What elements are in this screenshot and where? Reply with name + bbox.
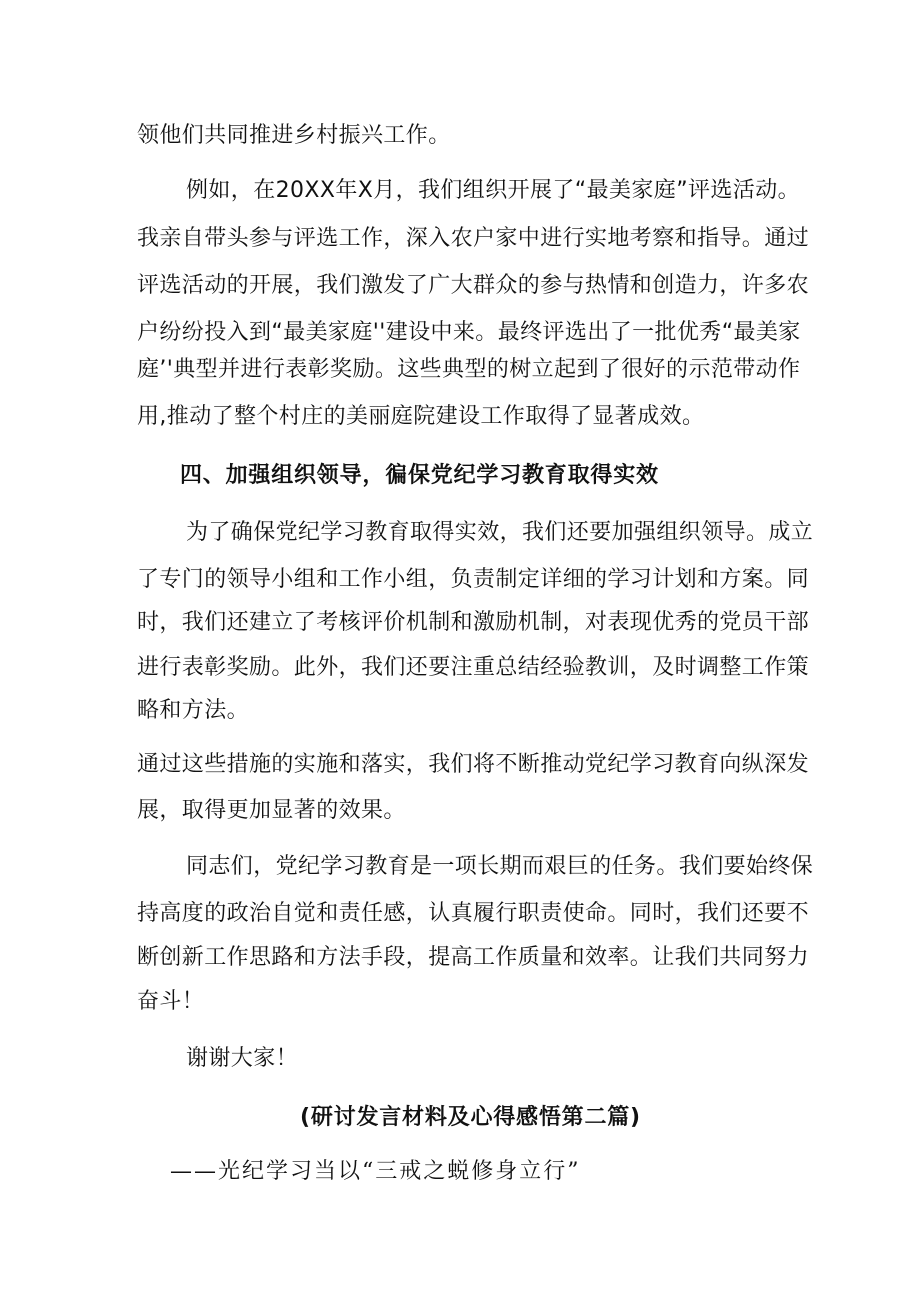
organization-paragraph-line: 进行表彰奖励。此外，我们还要注重总结经验教训，及时调整工作策 xyxy=(137,655,810,680)
closing-paragraph-line: 断创新工作思路和方法手段，提高工作质量和效率。让我们共同努力 xyxy=(137,945,810,970)
organization-paragraph-line: 略和方法。 xyxy=(137,698,250,723)
section-heading: 四、加强组织领导，徧保党纪学习教育取得实效 xyxy=(180,463,659,488)
organization-paragraph-line: 为了确保党纪学习教育取得实效，我们还要加强组织领导。成立 xyxy=(186,520,814,545)
closing-paragraph-line: 奋斗！ xyxy=(137,989,205,1014)
example-paragraph-line: 评选活动的开展，我们激发了广大群众的参与热情和创造力，许多农 xyxy=(137,273,810,298)
second-article-title: (研讨发言材料及心得感悟第二篇) xyxy=(300,1105,641,1130)
second-article-subtitle: ——光纪学习当以“三戒之蜕修身立行” xyxy=(170,1159,581,1184)
example-paragraph-line: 庭’'典型并进行表彰奖励。这些典型的树立起到了很好的示范带动作 xyxy=(137,357,801,382)
measures-paragraph-line: 通过这些措施的实施和落实，我们将不断推动党纪学习教育向纵深发 xyxy=(137,752,810,777)
thanks-line: 谢谢大家！ xyxy=(186,1046,299,1071)
example-paragraph-line: 例如，在20XX年X月，我们组织开展了“最美家庭”评选活动。 xyxy=(186,178,801,203)
example-paragraph-line: 我亲自带头参与评选工作，深入农户家中进行实地考察和指导。通过 xyxy=(137,226,810,251)
example-paragraph-line: 用,推动了整个村庄的美丽庭院建设工作取得了显著成效。 xyxy=(137,404,705,429)
intro-line: 领他们共同推进乡村振兴工作。 xyxy=(137,123,451,148)
closing-paragraph-line: 同志们，党纪学习教育是一项长期而艰巨的任务。我们要始终保 xyxy=(186,854,814,879)
example-paragraph-line: 户纷纷投入到“最美家庭''建设中来。最终评选出了一批优秀“最美家 xyxy=(137,320,801,345)
organization-paragraph-line: 时，我们还建立了考核评价机制和激励机制，对表现优秀的党员干部 xyxy=(137,610,810,635)
measures-paragraph-line: 展，取得更加显著的效果。 xyxy=(137,798,406,823)
closing-paragraph-line: 持高度的政治自觉和责任感，认真履行职责使命。同时，我们还要不 xyxy=(137,901,810,926)
organization-paragraph-line: 了专门的领导小组和工作小组，负责制定详细的学习计划和方案。同 xyxy=(137,567,810,592)
